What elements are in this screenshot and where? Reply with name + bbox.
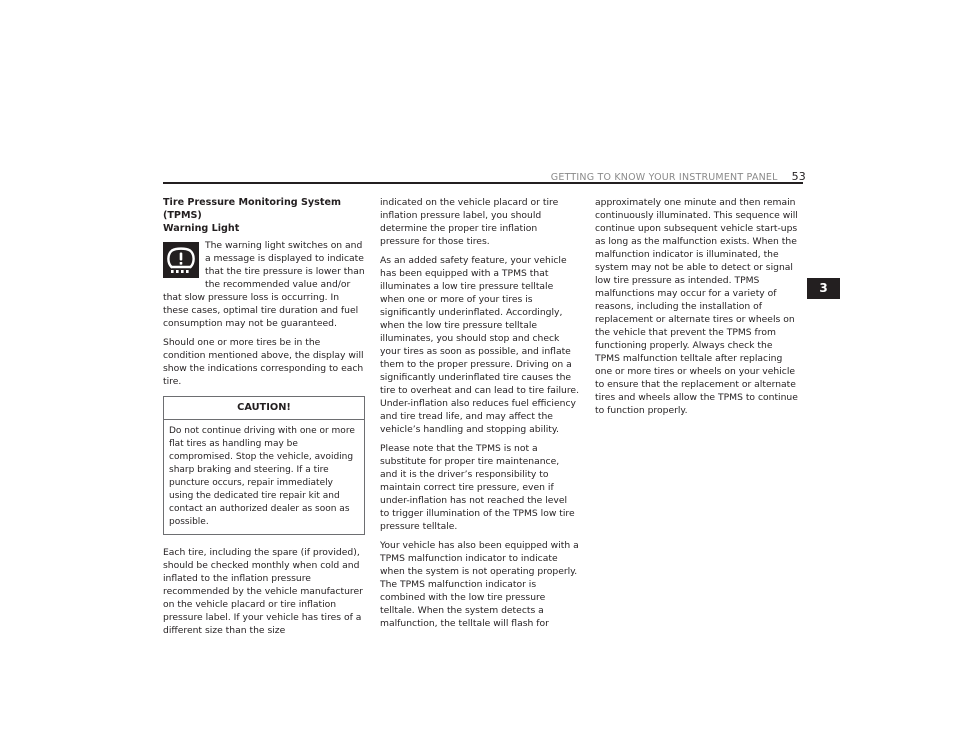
column-3: [595, 196, 798, 423]
intro-text: The warning light switches on and a message is displayed to indicate that the tire pressure is lower than the recommended value and/or that slow pressure loss is occurring. In these cases, optimal tire duration and fuel consumption may not be guaranteed.: [163, 240, 365, 329]
running-head: [551, 170, 806, 183]
malfunction-indicator-paragraph-cont: approximately one minute and then remain continuously illuminated. This sequence will continue upon subsequent vehicle start-ups as long as the malfunction exists. When the malfunction indicator is illuminated, the system may not be able to detect or signal low tire pressure as intended. TPMS malfunctions may occur for a variety of reasons, including the installation of replacement or alternate tires or wheels on the vehicle that prevent the TPMS from functioning properly. Always check the TPMS malfunction telltale after replacing one or more tires or wheels on your vehicle to ensure that the replacement or alternate tires and wheels allow the TPMS to continue to function properly.: [595, 197, 798, 416]
tpms-warning-icon: [163, 242, 199, 278]
tpms-warning-icon-graphic: [163, 242, 199, 278]
chapter-title: GETTING TO KNOW YOUR INSTRUMENT PANEL: [550, 172, 778, 183]
caution-box: [163, 396, 365, 535]
monthly-check-paragraph: Each tire, including the spare (if provided), should be checked monthly when cold and inflated to the inflation pressure recommended by the vehicle manufacturer on the vehicle placard or tire inflation pressure label. If your vehicle has tires of a different size than the size: [163, 547, 363, 636]
safety-feature-paragraph: As an added safety feature, your vehicle has been equipped with a TPMS that illuminates a low tire pressure telltale when one or more of your tires is significantly underinflated. Accordingly, when the low tire pressure telltale illuminates, you should stop and check your tires as soon as possible, and inflate them to the proper pressure. Driving on a significantly underinflated tire causes the tire to overheat and can lead to tire failure. Under-inflation also reduces fuel efficiency and tire tread life, and may affect the vehicle’s handling and stopping ability.: [380, 255, 580, 435]
malfunction-indicator-paragraph: Your vehicle has also been equipped with a TPMS malfunction indicator to indicate when the system is not operating properly. The TPMS malfunction indicator is combined with the low tire pressure telltale. When the system detects a malfunction, the telltale will flash for: [380, 540, 579, 629]
caution-title: CAUTION!: [164, 397, 364, 420]
intro-paragraph: [163, 239, 365, 330]
column-2: [380, 196, 579, 636]
display-indications-paragraph: Should one or more tires be in the condition mentioned above, the display will show the indications corresponding to each tire.: [163, 337, 364, 387]
section-heading: [163, 196, 365, 235]
chapter-tab: 3: [807, 278, 840, 299]
caution-body: Do not continue driving with one or more flat tires as handling may be compromised. Stop the vehicle, avoiding sharp braking and steering. If a tire puncture occurs, repair immediately using the dedicated tire repair kit and contact an authorized dealer as soon as possible.: [169, 426, 355, 527]
maintenance-note-paragraph: Please note that the TPMS is not a substitute for proper tire maintenance, and it is the driver’s responsibility to maintain correct tire pressure, even if under-inflation has not reached the level to trigger illumination of the TPMS low tire pressure telltale.: [380, 443, 575, 532]
page-number: 53: [791, 170, 806, 183]
column-1: [163, 196, 365, 643]
monthly-check-paragraph-cont: indicated on the vehicle placard or tire inflation pressure label, you should determine the proper tire inflation pressure for those tires.: [380, 197, 559, 247]
section-heading-line2: Warning Light: [163, 223, 240, 234]
section-heading-line1: Tire Pressure Monitoring System (TPMS): [163, 197, 341, 221]
